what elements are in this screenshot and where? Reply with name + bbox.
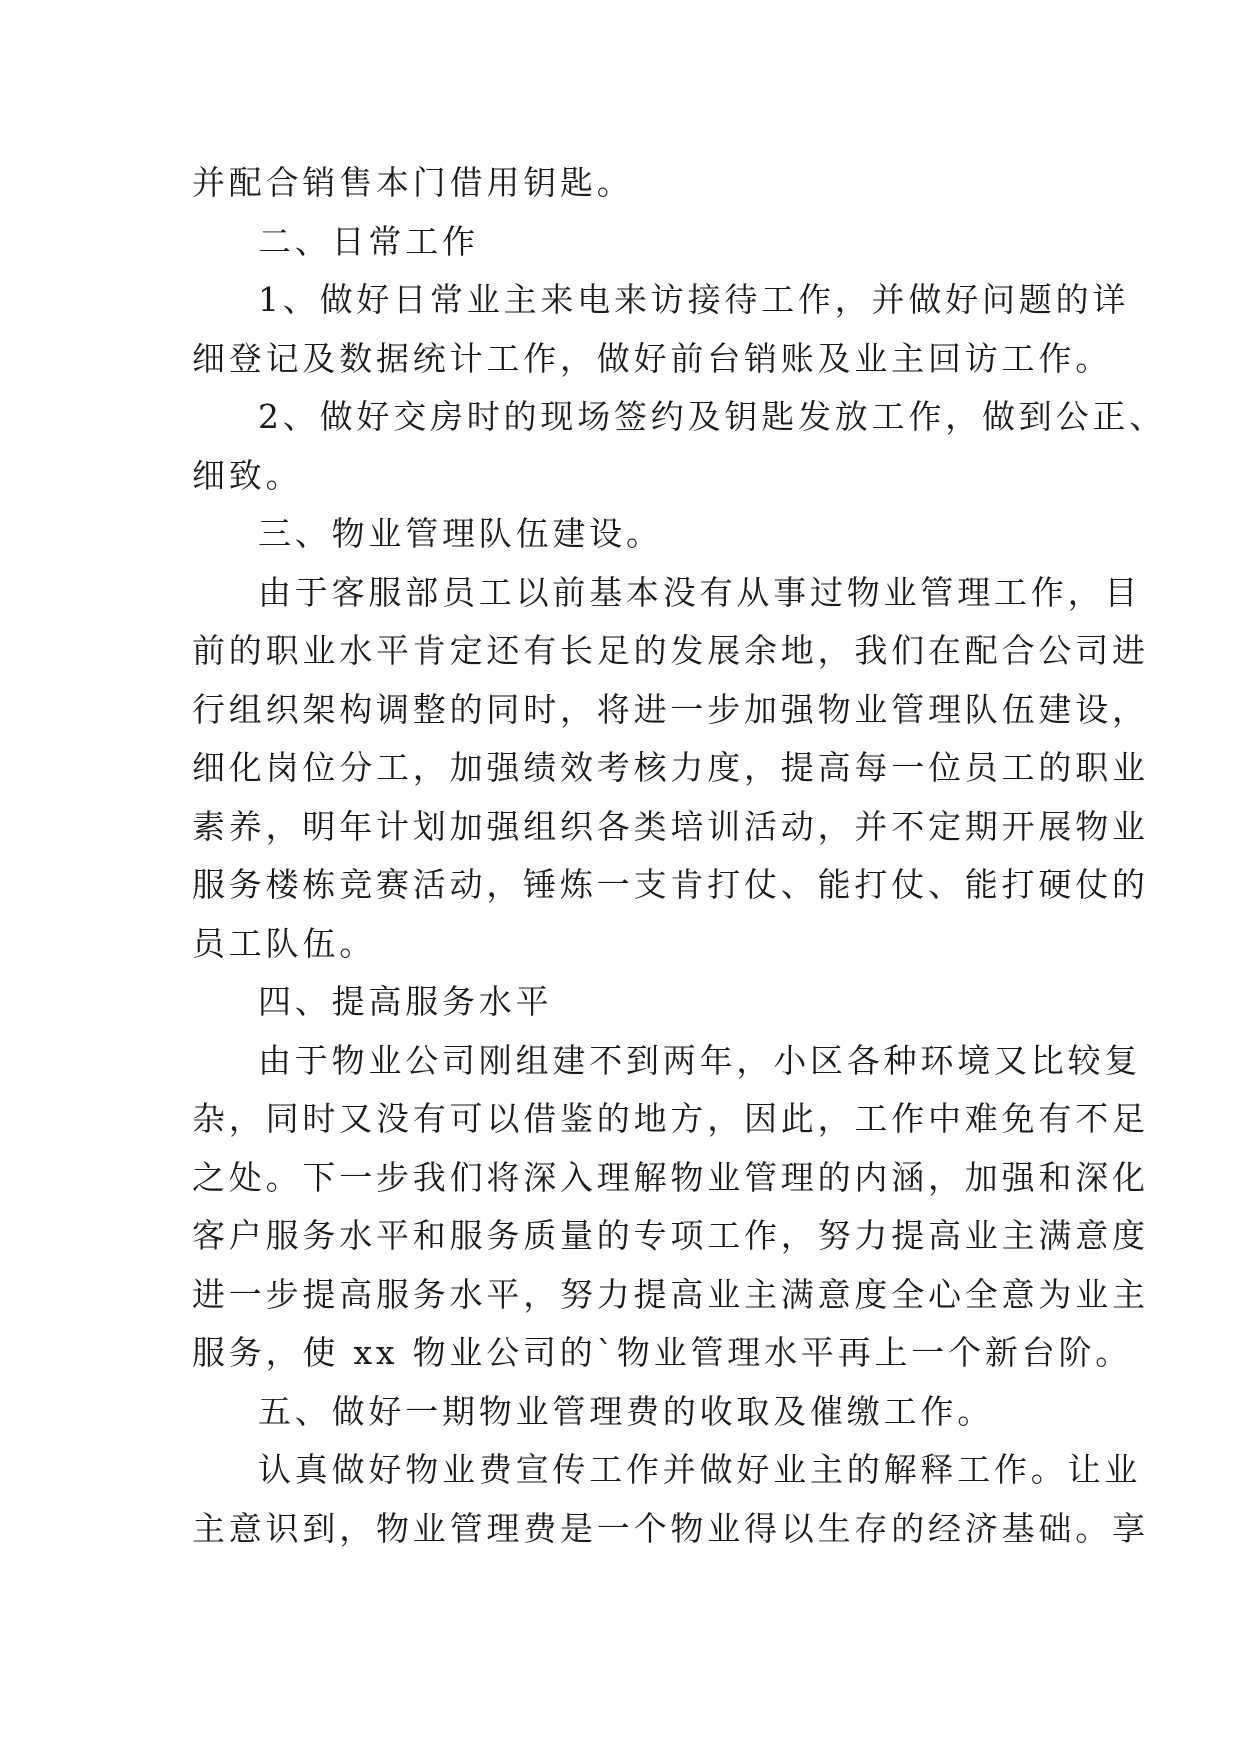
text-line: 行组织架构调整的同时，将进一步加强物业管理队伍建设， — [192, 689, 1149, 729]
text-line: 细致。 — [192, 455, 303, 495]
section-heading-service-level: 四、提高服务水平 — [258, 982, 553, 1021]
text-line: 1、做好日常业主来电来访接待工作，并做好问题的详 — [258, 280, 1130, 319]
text-line: 由于客服部员工以前基本没有从事过物业管理工作，目 — [258, 572, 1142, 612]
section-heading-management-fee: 五、做好一期物业管理费的收取及催缴工作。 — [258, 1391, 994, 1431]
text-line: 并配合销售本门借用钥匙。 — [192, 163, 634, 202]
text-line: 前的职业水平肯定还有长足的发展余地，我们在配合公司进 — [192, 631, 1149, 670]
text-line: 服务，使 xx 物业公司的`物业管理水平再上一个新台阶。 — [192, 1333, 1133, 1372]
text-line: 主意识到，物业管理费是一个物业得以生存的经济基础。享 — [192, 1508, 1149, 1548]
document-body — [192, 154, 1166, 1558]
section-heading-team-building: 三、物业管理队伍建设。 — [258, 514, 663, 553]
text-line: 认真做好物业费宣传工作并做好业主的解释工作。让业 — [258, 1450, 1142, 1489]
text-line: 进一步提高服务水平，努力提高业主满意度全心全意为业主 — [192, 1274, 1149, 1314]
text-line: 客户服务水平和服务质量的专项工作，努力提高业主满意度 — [192, 1216, 1149, 1255]
text-line: 员工队伍。 — [192, 923, 376, 963]
text-line: 2、做好交房时的现场签约及钥匙发放工作，做到公正、 — [258, 397, 1166, 436]
text-line: 由于物业公司刚组建不到两年，小区各种环境又比较复 — [258, 1040, 1142, 1080]
section-heading-daily-work: 二、日常工作 — [258, 221, 479, 261]
text-line: 细化岗位分工，加强绩效考核力度，提高每一位员工的职业 — [192, 748, 1149, 787]
text-line: 杂，同时又没有可以借鉴的地方，因此，工作中难免有不足 — [192, 1099, 1149, 1138]
text-line: 服务楼栋竞赛活动，锤炼一支肯打仗、能打仗、能打硬仗的 — [192, 865, 1149, 904]
text-line: 之处。下一步我们将深入理解物业管理的内涵，加强和深化 — [192, 1157, 1149, 1197]
text-line: 素养，明年计划加强组织各类培训活动，并不定期开展物业 — [192, 806, 1149, 846]
text-line: 细登记及数据统计工作，做好前台销账及业主回访工作。 — [192, 338, 1112, 378]
